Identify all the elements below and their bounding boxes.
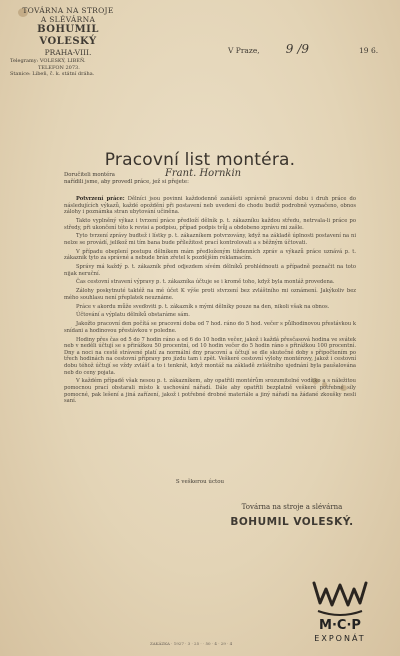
addressee-second-line: nařídili jsme, aby provedl práce, jež si přejete: <box>64 179 189 185</box>
body-paragraph <box>64 218 356 231</box>
letterhead-phone: TELEFON 2073. <box>38 64 80 71</box>
paragraph-text: V každém případě však nesou p. t. zákazníkem, aby opatřili montérům srozumitelné vodítko a s náležitou pomocnou prací obstarali místo k uschování nářadí. Dále aby opatřili bezplatně veškeré potřebné síly pomocné, pak lešení a jiná zařízení, jakož i potřebné drobné materiále a jiný nářadí na žádané zkoušky nesli saní. <box>64 378 356 405</box>
paragraph-text: Účtování a výplatu dělníků obstaráme sám. <box>76 312 190 319</box>
logo-letters: M·C·P <box>319 618 361 633</box>
body-paragraph <box>64 279 356 286</box>
body-paragraph <box>64 321 356 334</box>
body-paragraph <box>64 378 356 404</box>
body-paragraph <box>64 312 356 319</box>
closing-line: S veškerou úctou <box>175 479 225 485</box>
date-prefix: Ⅴ Praze, <box>228 46 260 55</box>
paragraph-text: Takto vyplněný výkaz i tvrzení práce předloží dělník p. t. zákazníku každou středu, netrvala-li práce po středy, při ukončení této k revisi a podpisu, případ podpis tvůj a obdobeno zprávu mi zašle. <box>64 217 356 231</box>
addressee-name: Frant. Hornkin <box>164 168 242 179</box>
letterhead-city: PRAHA-VIII. <box>44 48 92 57</box>
date-day: 9 <box>285 42 294 56</box>
letterhead <box>8 6 128 78</box>
body-paragraph <box>64 264 356 277</box>
paragraph-text: Dělníci jsou povinni každodenně zanášeti správně pracovní dobu i druh práce do následujících výkazů, každé opoždění při postavení neb uvedení do chodu budiž podrobně vyznačeno, obnos zálohy i poznámka stran ubytování učiněna. <box>64 196 356 216</box>
paragraph-text: Hodiny přes čas od 5 do 7 hodin ráno a od 6 do 10 hodin večer, jakož i každá přesčasová hodina ve svátek neb v neděli účtují se s přirážkou 50 procentní, od 10 hodin večer do 5 hodin ráno s přirážkou 100 procentní. Dny a noci na cestě strávené platí za normální dny pracovní a účtují se dle skutečné doby s připočtením po třech hodinách na cestovní přípravy pro jízdu tam i zpět. Veškeré cestovní výlohy montérovy, jakož i cestovní dobu téhož účtují se vždy zvlášť a to i tenkrát, když montáž na základě zvláštního ujednání byla paušalována neb do ceny pojata. <box>64 336 356 376</box>
body-paragraph <box>64 196 356 216</box>
document-title: Pracovní list montéra. <box>104 150 296 170</box>
letterhead-station: Stanice: Libeň, č. k. státní dráha. <box>10 71 95 77</box>
logo-word: EXPONÁT <box>314 634 366 643</box>
date-line <box>228 42 378 56</box>
paragraph-text: Zálohy poskytnuté taktéž na mé účet K výše proti stvrzení bez zvláštního mi oznámení. Jakýkoliv bez mého souhlasu není přeplatek neuznáme. <box>64 288 356 301</box>
document-body <box>64 196 356 407</box>
addressee-lead: Doručiteli montéra <box>64 172 115 178</box>
signature-line1: Továrna na stroje a slévárna <box>241 503 343 511</box>
print-footer: ZAKÁZKA · 1927 · 3 · 25 · · 50 · 4 · 29 · 4 <box>150 641 233 646</box>
date-month: /9 <box>297 42 310 56</box>
paragraph-text: Práce v akordu může sveďoviti p. t. zákazník s mými dělníky pouze na den, nikoli však na obnos. <box>76 303 330 310</box>
paragraph-text: Čas cestovní stravení výpravy p. t. zákazníka účtuje se i kromě toho, když byla montáž provedena. <box>76 279 335 286</box>
paragraph-lead: Potvrzení práce: <box>76 196 125 202</box>
paragraph-text: Tyto tvrzení zprávy budtež i lístky p. t. zákazníkem potvrzovány, když na základě úplnosti postavení na ni nelze se provádí, jelikož mi tím bana bude příležitost prací kontrolovati a s běžným účtovati. <box>64 233 356 246</box>
signature-company: BOHUMIL VOLESKÝ. <box>230 516 354 528</box>
letterhead-line1: TOVÁRNA NA STROJE <box>22 6 114 15</box>
body-paragraph <box>64 233 356 246</box>
paragraph-text: V případu obeplení postupu dělníkem mám předloženým tiždenních zpráv a výkazů práce uznává p. t. zákazník tyto za správné a nebude brán zřetel k pozdějším reklamacím. <box>64 248 356 262</box>
letterhead-company: BOHUMIL VOLESKÝ <box>37 24 99 47</box>
paragraph-text: Správy má každý p. t. zákazník před odjezdem sívém dělníků prohlédnouti a případně poznačit na toto nijak neruční. <box>64 264 356 277</box>
letterhead-telegram: Telegramy: VOLESKÝ, LIBEŇ. <box>10 58 86 64</box>
body-paragraph <box>64 288 356 301</box>
body-paragraph <box>64 249 356 262</box>
body-paragraph <box>64 304 356 311</box>
paragraph-text: Jakožto pracovní den počítá se pracovní doba od 7 hod. ráno do 5 hod. večer s půlhodinovou přestávkou k snídani a hodinovou přestávkou v poledne. <box>64 321 356 334</box>
addressee-block <box>64 170 354 186</box>
body-paragraph <box>64 337 356 377</box>
date-year: 19 6. <box>359 46 379 55</box>
letterhead-line2: A SLÉVÁRNA <box>40 15 96 24</box>
